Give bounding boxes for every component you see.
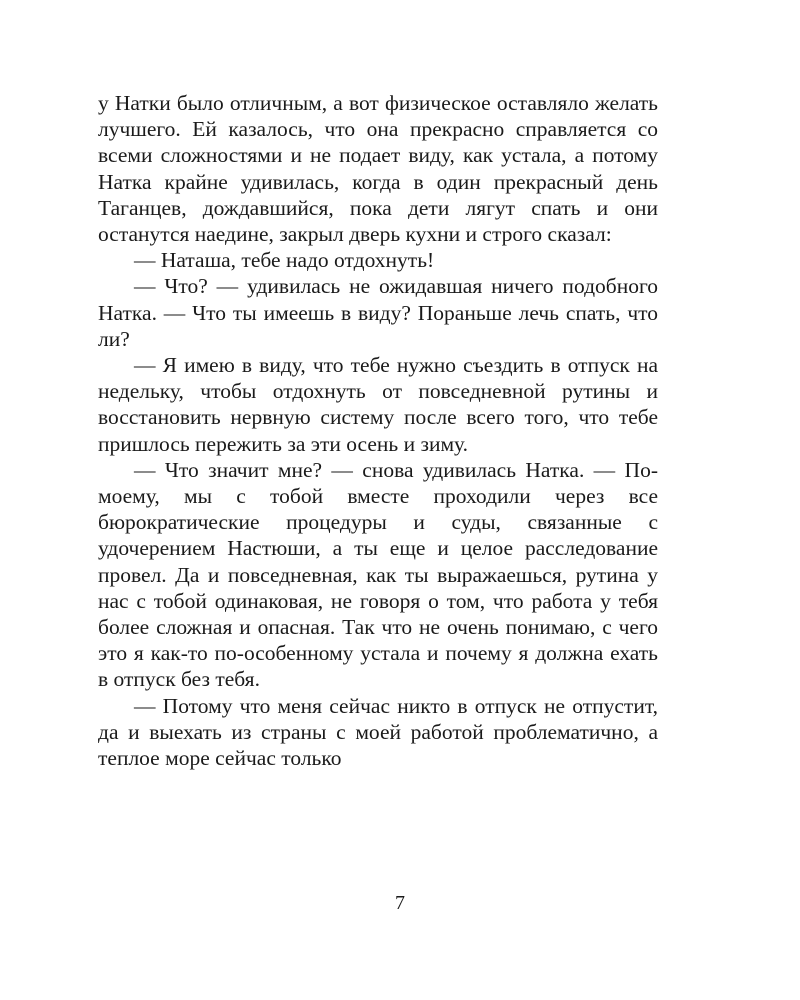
page-number: 7 — [395, 892, 405, 914]
paragraph-2: — Наташа, тебе надо отдохнуть! — [134, 248, 435, 273]
paragraph-6: — Потому что меня сейчас никто в отпуск не отпустит, да и выехать из страны с моей работой проблематично, а теплое море сейчас только — [98, 693, 658, 771]
paragraph-5: — Что значит мне? — снова удивилась Натка. — По-моему, мы с тобой вместе проходили через все бюрократические процедуры и суды, связанные с удочерением Настюши, а ты еще и целое расследование провел. Да и повседневная, как ты выражаешься, рутина у нас с тобой одинаковая, не говоря о том, что работа у тебя более сложная и опасная. Так что не очень понимаю, с чего это я как-то по-особенному устала и почему я должна ехать в отпуск без тебя. — [98, 457, 658, 692]
paragraph-3: — Что? — удивилась не ожидавшая ничего подобного Натка. — Что ты имеешь в виду? Пораньше лечь спать, что ли? — [98, 274, 658, 351]
paragraph-4: — Я имею в виду, что тебе нужно съездить в отпуск на недельку, чтобы отдохнуть от повседневной рутины и восстановить нервную систему после всего того, что тебе пришлось пережить за эти осень и зиму. — [98, 353, 658, 456]
paragraph-1: у Натки было отличным, а вот физическое оставляло желать лучшего. Ей казалось, что она прекрасно справляется со всеми сложностями и не подает виду, как устала, а потому Натка крайне удивилась, когда в один прекрасный день Таганцев, дождавшийся, пока дети лягут спать и они останутся наедине, закрыл дверь кухни и строго сказал: — [98, 91, 658, 247]
body-text — [98, 90, 658, 771]
